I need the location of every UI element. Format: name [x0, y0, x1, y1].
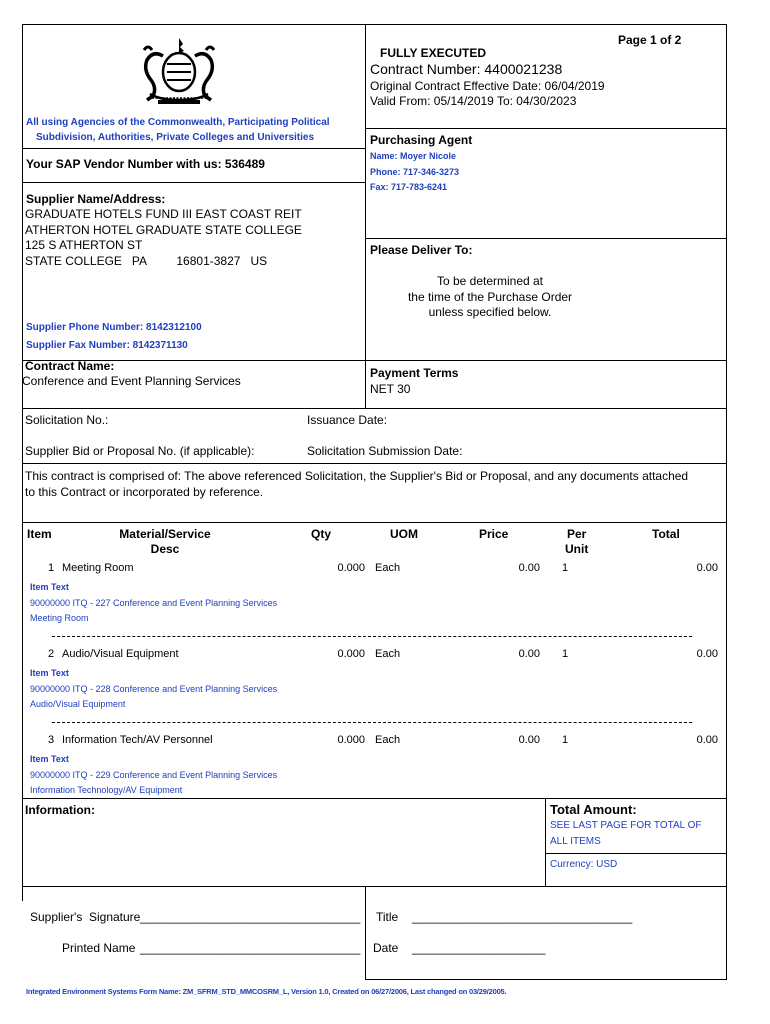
supplier-line-2: ATHERTON HOTEL GRADUATE STATE COLLEGE: [25, 223, 302, 237]
vendor-divider: [22, 182, 366, 183]
supplier-line-4: STATE COLLEGE PA 16801-3827 US: [25, 254, 268, 268]
item-number: 1: [48, 562, 55, 574]
supplier-signature-label: Supplier's Signature: [30, 910, 141, 924]
top-border: [22, 24, 727, 25]
item-per-unit: 1: [562, 734, 569, 746]
agent-heading: Purchasing Agent: [370, 133, 473, 147]
col-header-desc-2: Desc: [150, 542, 180, 556]
contract-divider: [22, 360, 727, 361]
submission-date: Solicitation Submission Date:: [307, 444, 463, 458]
deliver-line-1: To be determined at: [436, 274, 544, 288]
item-desc: Information Tech/AV Personnel: [62, 734, 213, 746]
page-label: Page 1 of 2: [618, 33, 682, 47]
item-separator: [52, 722, 692, 723]
title-line[interactable]: _________________________________: [412, 910, 633, 924]
item-text-line-1: 90000000 ITQ - 228 Conference and Event Planning Services: [30, 684, 278, 694]
col-header-desc-1: Material/Service: [119, 527, 211, 541]
item-desc: Meeting Room: [62, 562, 134, 574]
printed-name-line[interactable]: _________________________________: [140, 941, 361, 955]
col-header-uom: UOM: [390, 527, 418, 541]
original-effective-date: Original Contract Effective Date: 06/04/2019: [370, 79, 605, 93]
col-header-item: Item: [27, 527, 52, 541]
contract-name-value: Conference and Event Planning Services: [22, 374, 241, 388]
agent-name: Name: Moyer Nicole: [370, 151, 457, 161]
item-number: 3: [48, 734, 55, 746]
header-divider: [365, 128, 727, 129]
col-header-qty: Qty: [311, 527, 332, 541]
comprised-top: [22, 463, 727, 464]
total-line-1: SEE LAST PAGE FOR TOTAL OF: [550, 820, 702, 831]
total-heading: Total Amount:: [550, 802, 637, 817]
item-desc: Audio/Visual Equipment: [62, 648, 179, 660]
contract-number: Contract Number: 4400021238: [370, 61, 563, 77]
right-border: [726, 24, 727, 980]
item-text-line-2: Meeting Room: [30, 613, 89, 623]
supplier-line-1: GRADUATE HOTELS FUND III EAST COAST REIT: [25, 207, 302, 221]
agent-phone: Phone: 717-346-3273: [370, 167, 460, 177]
agencies-line-2: Subdivision, Authorities, Private Colleges and Universities: [36, 132, 315, 143]
item-text-label: Item Text: [30, 668, 69, 678]
date-label: Date: [373, 941, 399, 955]
supplier-signature-line[interactable]: _________________________________: [140, 910, 361, 924]
col-header-per-2: Unit: [565, 542, 589, 556]
col-header-total: Total: [652, 527, 680, 541]
item-total: 0.00: [696, 734, 718, 746]
item-qty: 0.000: [337, 648, 365, 660]
item-price: 0.00: [518, 562, 540, 574]
valid-dates: Valid From: 05/14/2019 To: 04/30/2023: [370, 94, 577, 108]
agencies-line-1: All using Agencies of the Commonwealth, Participating Political: [26, 117, 330, 128]
payment-heading: Payment Terms: [370, 366, 459, 380]
deliver-heading: Please Deliver To:: [370, 243, 473, 257]
item-separator: [52, 636, 692, 637]
date-line[interactable]: ____________________: [412, 941, 546, 955]
center-divider: [365, 24, 366, 408]
item-uom: Each: [375, 734, 401, 746]
item-text-line-1: 90000000 ITQ - 227 Conference and Event Planning Services: [30, 598, 278, 608]
info-top: [22, 798, 727, 799]
solicitation-top: [22, 408, 727, 409]
item-per-unit: 1: [562, 562, 569, 574]
item-qty: 0.000: [337, 562, 365, 574]
col-header-price: Price: [479, 527, 509, 541]
item-total: 0.00: [696, 562, 718, 574]
agent-divider: [365, 238, 727, 239]
item-text-label: Item Text: [30, 754, 69, 764]
supplier-fax: Supplier Fax Number: 8142371130: [26, 340, 188, 351]
item-qty: 0.000: [337, 734, 365, 746]
item-per-unit: 1: [562, 648, 569, 660]
item-price: 0.00: [518, 648, 540, 660]
table-top: [22, 522, 727, 523]
deliver-line-2: the time of the Purchase Order: [407, 290, 573, 304]
comprised-line-1: This contract is comprised of: The above referenced Solicitation, the Supplier's Bid or Proposal, and any documents attached: [25, 469, 689, 483]
item-text-line-2: Audio/Visual Equipment: [30, 699, 126, 709]
total-line-2: ALL ITEMS: [550, 836, 601, 847]
agent-fax: Fax: 717-783-6241: [370, 182, 448, 192]
signature-bottom: [365, 979, 727, 980]
supplier-line-3: 125 S ATHERTON ST: [25, 238, 143, 252]
item-text-label: Item Text: [30, 582, 69, 592]
item-text-line-1: 90000000 ITQ - 229 Conference and Event Planning Services: [30, 770, 278, 780]
col-header-per-1: Per: [567, 527, 587, 541]
currency-label: Currency: USD: [550, 859, 618, 870]
issuance-date: Issuance Date:: [307, 413, 388, 427]
item-price: 0.00: [518, 734, 540, 746]
title-label: Title: [376, 910, 399, 924]
item-uom: Each: [375, 562, 401, 574]
currency-divider: [545, 853, 727, 854]
bid-proposal-no: Supplier Bid or Proposal No. (if applicable):: [25, 444, 255, 458]
form-footer: Integrated Environment Systems Form Name: ZM_SFRM_STD_MMCOSRM_L, Version 1.0, Created on 06/27/2006, Last changed on 03/29/2005.: [26, 987, 507, 996]
vendor-number: Your SAP Vendor Number with us: 536489: [26, 157, 265, 171]
printed-name-label: Printed Name: [62, 941, 136, 955]
contract-name-heading: Contract Name:: [25, 359, 115, 373]
commonwealth-seal-icon: [138, 36, 220, 106]
total-divider: [545, 798, 546, 887]
payment-value: NET 30: [370, 382, 411, 396]
comprised-line-2: to this Contract or incorporated by reference.: [25, 485, 264, 499]
item-uom: Each: [375, 648, 401, 660]
information-heading: Information:: [25, 803, 95, 817]
solicitation-no: Solicitation No.:: [25, 413, 109, 427]
item-text-line-2: Information Technology/AV Equipment: [30, 785, 183, 795]
status-label: FULLY EXECUTED: [380, 46, 487, 60]
item-total: 0.00: [696, 648, 718, 660]
deliver-line-3: unless specified below.: [428, 305, 552, 319]
agencies-divider: [22, 148, 366, 149]
signature-divider: [365, 886, 366, 980]
supplier-phone: Supplier Phone Number: 8142312100: [26, 322, 202, 333]
supplier-heading: Supplier Name/Address:: [26, 192, 166, 206]
signature-top: [22, 886, 727, 887]
item-number: 2: [48, 648, 55, 660]
